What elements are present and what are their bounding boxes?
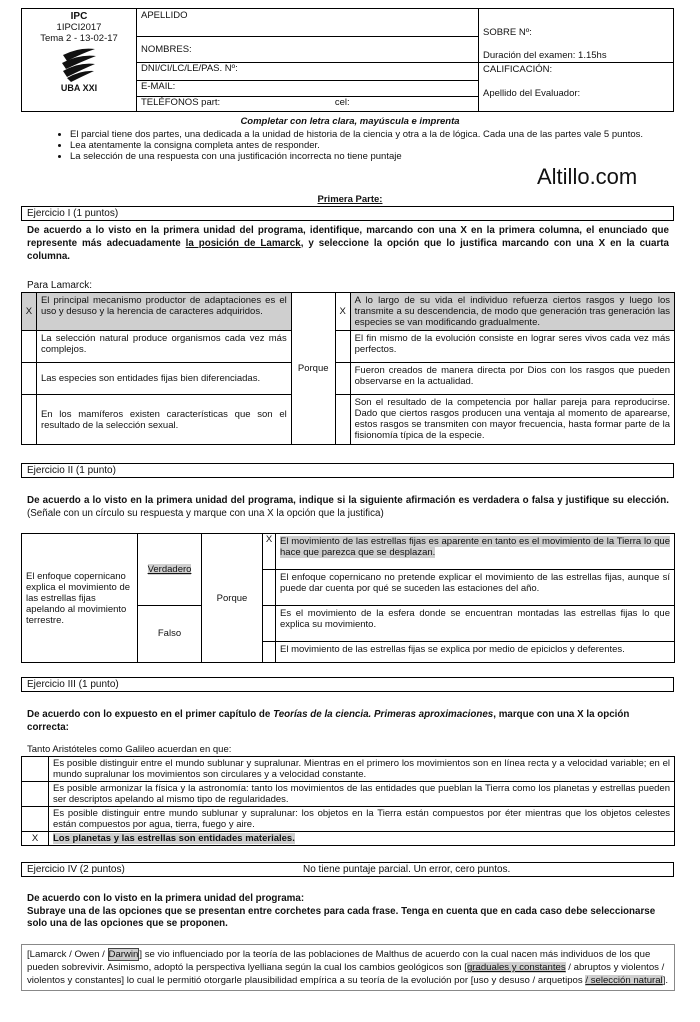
- ex1-right-mark[interactable]: [335, 363, 350, 395]
- ex1-left-mark[interactable]: [22, 395, 37, 445]
- ex2-verdadero-option[interactable]: Verdadero: [147, 563, 192, 575]
- ex2-prompt: De acuerdo a lo visto en la primera unidad del programa, indique si la siguiente afirmación es verdadera o falsa y justifique su elección. (Señale con un círculo su respuesta y marque con una X la opción que la justifica): [27, 495, 669, 519]
- ex1-right-mark[interactable]: [335, 395, 350, 445]
- ex1-title: Ejercicio I (1 puntos): [21, 206, 674, 221]
- ex2-mark[interactable]: X: [263, 534, 276, 570]
- header-table: [21, 8, 674, 112]
- ex4-choice-seleccion[interactable]: / selección natural: [585, 975, 663, 986]
- apellido-field[interactable]: APELLIDO: [137, 9, 479, 37]
- ex1-left-option: El principal mecanismo productor de adaptaciones es el uso y desuso y la herencia de caracteres adquiridos.: [36, 293, 291, 331]
- instruction-item: • La selección de una respuesta con una justificación incorrecta no tiene puntaje: [70, 151, 680, 162]
- ex2-table: [21, 533, 675, 663]
- calificacion-field[interactable]: CALIFICACIÓN:: [483, 64, 553, 76]
- uba-logo-icon: [59, 45, 99, 83]
- ex2-statement: El enfoque copernicano explica el movimiento de las estrellas fijas apelando al movimiento terrestre.: [22, 534, 138, 663]
- ex3-title: Ejercicio III (1 punto): [21, 677, 674, 692]
- ex2-verdadero-cell: [138, 534, 202, 606]
- ex2-porque: Porque: [202, 534, 263, 663]
- duracion-label: Duración del examen: 1.15hs: [483, 50, 607, 62]
- ex4-note: No tiene puntaje parcial. Un error, cero puntos.: [303, 864, 511, 875]
- ex1-right-option: Son el resultado de la competencia por hallar pareja para reproducirse. Dado que ciertos rasgos producen una ventaja al momento de aparearse, estos rasgos se transmiten con mayor frecuencia, hasta formar parte de la fisionomía típica de la especie.: [350, 395, 674, 445]
- ex2-option: Es el movimiento de la esfera donde se encuentran montadas las estrellas fijas lo que explica su movimiento.: [276, 605, 675, 641]
- cel-label: cel:: [334, 96, 350, 108]
- calificacion-cell: [479, 63, 674, 112]
- ex3-option: Es posible distinguir entre mundo sublunar y supralunar: los objetos en la Tierra están compuestos por éter mientras que los objetos celestes están compuestos por agua, tierra, fuego y aire.: [49, 807, 675, 832]
- exam-theme: Tema 2 - 13-02-17: [40, 33, 118, 44]
- uba-logo-text: UBA XXI: [60, 83, 98, 93]
- ex4-title: Ejercicio IV (2 puntos): [27, 864, 125, 875]
- ex1-left-mark[interactable]: [22, 363, 37, 395]
- ex2-falso-option[interactable]: Falso: [138, 605, 202, 662]
- header-logo-cell: [22, 9, 137, 112]
- ex3-option: Es posible armonizar la física y la astronomía: tanto los movimientos de las entidades que pueblan la Tierra como los planetas y estrellas pueden ser descriptos apelando al mismo tipo de regularidades.: [49, 782, 675, 807]
- ex3-option: Los planetas y las estrellas son entidades materiales.: [49, 832, 675, 846]
- telefonos-field[interactable]: TELÉFONOS part: cel:: [137, 96, 479, 111]
- ex1-left-mark[interactable]: X: [22, 293, 37, 331]
- sobre-field[interactable]: SOBRE Nº:: [483, 27, 532, 39]
- ex3-mark[interactable]: [22, 757, 49, 782]
- ex1-prompt: De acuerdo a lo visto en la primera unidad del programa, identifique, marcando con una X en la primera columna, el enunciado que represente más adecuadamente la posición de Lamarck, y seleccione la opción que lo justifica marcando con una X en la cuarta columna.: [27, 225, 669, 262]
- ex2-option: El enfoque copernicano no pretende explicar el movimiento de las estrellas fijas, aunque sí puede dar cuenta por qué se suceden las estaciones del año.: [276, 569, 675, 605]
- ex4-prompt: De acuerdo con lo visto en la primera unidad del programa: Subraye una de las opciones que se presentan entre corchetes para cada frase. Tenga en cuenta que en cada caso debe seleccionarse solo una de las opciones que se proponen.: [27, 893, 656, 929]
- sobre-cell: [479, 9, 674, 63]
- ex1-right-option: Fueron creados de manera directa por Dios con los rasgos que pueden observarse en la actualidad.: [350, 363, 674, 395]
- ex3-option: Es posible distinguir entre el mundo sublunar y supralunar. Mientras en el primero los movimientos son en línea recta y a velocidad variable; en el mundo supralunar los movimientos son circulares y a velocidad constante.: [49, 757, 675, 782]
- ex1-left-mark[interactable]: [22, 331, 37, 363]
- ex3-table: [21, 756, 675, 846]
- email-field[interactable]: E-MAIL:: [137, 81, 479, 96]
- ex2-mark[interactable]: [263, 605, 276, 641]
- ex4-title-box: [21, 862, 674, 877]
- ex4-choice-graduales[interactable]: graduales y constantes: [466, 962, 566, 973]
- ex1-left-option: La selección natural produce organismos cada vez más complejos.: [36, 331, 291, 363]
- complete-instruction: Completar con letra clara, mayúscula e imprenta: [240, 116, 460, 127]
- ex1-table: [21, 292, 675, 445]
- ex2-option: El movimiento de las estrellas fijas se explica por medio de epiciclos y deferentes.: [276, 641, 675, 662]
- ex3-mark[interactable]: [22, 782, 49, 807]
- ex4-choice-darwin[interactable]: Darwin: [108, 949, 139, 960]
- ex3-lead: Tanto Aristóteles como Galileo acuerdan en que:: [27, 744, 232, 755]
- instruction-item: • Lea atentamente la consigna completa antes de responder.: [70, 140, 680, 151]
- instruction-item: • El parcial tiene dos partes, una dedicada a la unidad de historia de la ciencia y otra a la de lógica. Cada una de las partes vale 5 puntos.: [70, 129, 680, 140]
- ipc-label: IPC: [70, 11, 88, 22]
- ex2-mark[interactable]: [263, 641, 276, 662]
- ex3-prompt: De acuerdo con lo expuesto en el primer capítulo de Teorías de la ciencia. Primeras aproximaciones, marque con una X la opción correcta:: [27, 709, 630, 733]
- ex1-right-mark[interactable]: X: [335, 293, 350, 331]
- ex3-mark[interactable]: [22, 807, 49, 832]
- ex2-title: Ejercicio II (1 punto): [21, 463, 674, 478]
- watermark: Altillo.com: [537, 164, 638, 189]
- ex4-paragraph: [Lamarck / Owen / Darwin] se vio influenciado por la teoría de las poblaciones de Malthus de acuerdo con la cual nacen más individuos de los que pueden sobrevivir. Asimismo, adoptó la perspectiva lyelliana según la cual los cambios geológicos son [graduales y constantes / abruptos y violentos / violentos y constantes] lo cual le permitió otorgarle plausibilidad empírica a su teoría de la evolución por [uso y desuso / arquetipos / selección natural].: [21, 944, 675, 991]
- ex1-porque: Porque: [291, 293, 335, 445]
- ex3-mark[interactable]: X: [22, 832, 49, 846]
- instruction-list: [22, 129, 680, 162]
- dni-field[interactable]: DNI/CI/LC/LE/PAS. Nº:: [137, 63, 479, 81]
- part-title: Primera Parte:: [317, 194, 383, 205]
- ex2-mark[interactable]: [263, 569, 276, 605]
- ex1-right-option: A lo largo de su vida el individuo refuerza ciertos rasgos y luego los transmite a su descendencia, de modo que generación tras generación las especies se van modificando gradualmente.: [350, 293, 674, 331]
- ex1-right-mark[interactable]: [335, 331, 350, 363]
- ex1-left-option: En los mamíferos existen características que son el resultado de la selección sexual.: [36, 395, 291, 445]
- ex1-right-option: El fin mismo de la evolución consiste en lograr seres vivos cada vez más perfectos.: [350, 331, 674, 363]
- ex1-lead: Para Lamarck:: [27, 280, 93, 291]
- exam-code: 1IPCI2017: [56, 22, 102, 33]
- ex1-left-option: Las especies son entidades fijas bien diferenciadas.: [36, 363, 291, 395]
- nombres-field[interactable]: NOMBRES:: [137, 37, 479, 63]
- evaluador-field[interactable]: Apellido del Evaluador:: [483, 88, 581, 100]
- ex2-option: El movimiento de las estrellas fijas es aparente en tanto es el movimiento de la Tierra lo que hace que parezca que se desplazan.: [276, 534, 675, 570]
